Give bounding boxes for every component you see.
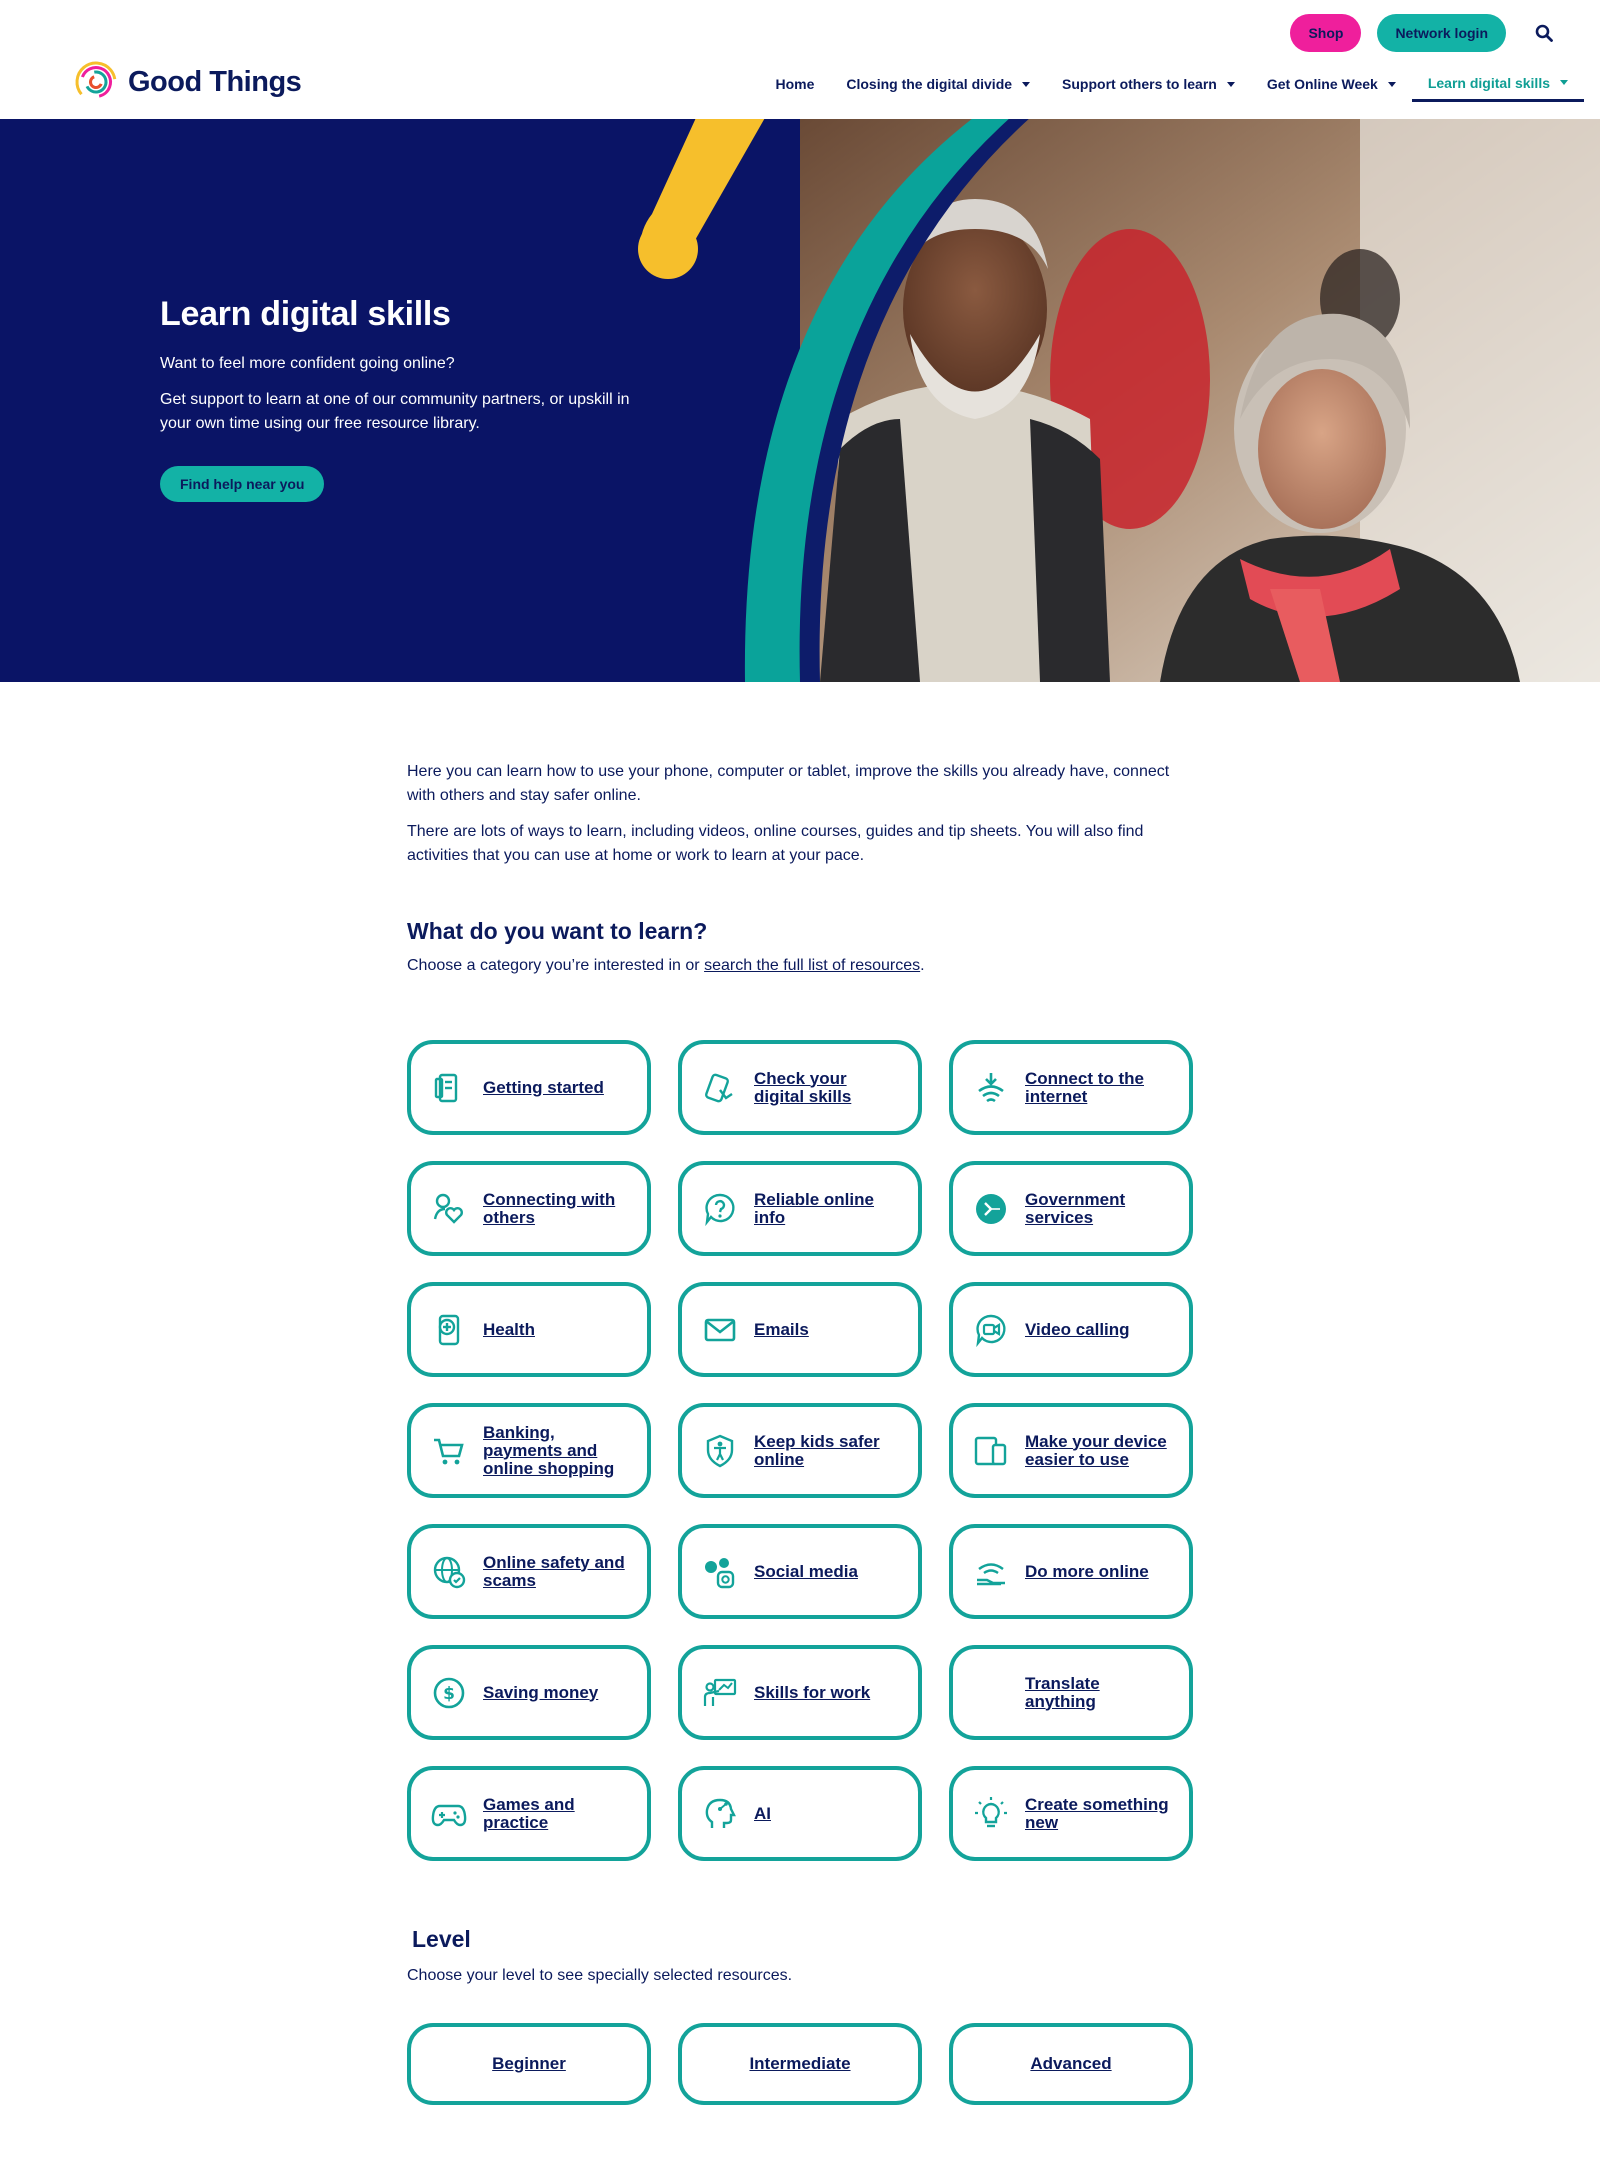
devices-icon xyxy=(973,1433,1009,1469)
gamepad-icon xyxy=(431,1796,467,1832)
nav-label: Home xyxy=(775,76,815,92)
phone-health-icon xyxy=(431,1312,467,1348)
level-beginner-button[interactable] xyxy=(407,2023,651,2105)
category-card-government-services[interactable] xyxy=(949,1161,1193,1256)
ai-head-icon xyxy=(702,1796,738,1832)
utility-bar xyxy=(1290,14,1560,52)
hero-subtitle: Want to feel more confident going online? xyxy=(160,355,455,372)
dollar-coin-icon xyxy=(431,1675,467,1711)
category-grid xyxy=(407,1040,1193,1861)
category-card-connect-to-the-internet[interactable] xyxy=(949,1040,1193,1135)
chevron-down-icon xyxy=(1227,82,1235,87)
shop-button[interactable]: Shop xyxy=(1290,14,1361,52)
nav-label: Get Online Week xyxy=(1266,76,1378,92)
category-card-emails[interactable] xyxy=(678,1282,922,1377)
category-label: Games and practice xyxy=(483,1794,575,1832)
level-options xyxy=(407,2023,1193,2105)
presentation-icon xyxy=(702,1675,738,1711)
social-icons-icon xyxy=(702,1554,738,1590)
category-card-translate-anything[interactable] xyxy=(949,1645,1193,1740)
category-card-health[interactable] xyxy=(407,1282,651,1377)
learn-subtitle-end: . xyxy=(920,957,925,974)
category-card-skills-for-work[interactable] xyxy=(678,1645,922,1740)
intro-section xyxy=(407,760,1193,975)
category-label: AI xyxy=(754,1803,771,1823)
globe-check-icon xyxy=(431,1554,467,1590)
level-label: Advanced xyxy=(1030,2054,1112,2073)
category-card-video-calling[interactable] xyxy=(949,1282,1193,1377)
svg-text:$: $ xyxy=(443,1683,455,1704)
level-heading: Level xyxy=(412,1926,471,1952)
level-subtitle: Choose your level to see specially selected resources. xyxy=(407,1967,793,1984)
logo[interactable] xyxy=(74,60,301,104)
category-card-reliable-online-info[interactable] xyxy=(678,1161,922,1256)
nav-label: Closing the digital divide xyxy=(846,76,1013,92)
category-label: Emails xyxy=(754,1319,809,1339)
category-label: Reliable online info xyxy=(754,1189,874,1227)
video-bubble-icon xyxy=(973,1312,1009,1348)
nav-get-online-week[interactable] xyxy=(1251,66,1412,102)
category-label: Make your device easier to use xyxy=(1025,1431,1167,1469)
category-label: Connecting with others xyxy=(483,1189,616,1227)
category-card-connecting-with-others[interactable] xyxy=(407,1161,651,1256)
hero-description: Get support to learn at one of our community partners, or upskill in your own time using our free resource library. xyxy=(160,391,630,432)
chevron-down-icon xyxy=(1388,82,1396,87)
main-nav xyxy=(759,66,1584,102)
book-icon xyxy=(431,1070,467,1106)
learn-heading: What do you want to learn? xyxy=(407,918,708,944)
nav-learn-digital-skills[interactable] xyxy=(1412,66,1584,102)
network-login-button[interactable]: Network login xyxy=(1377,14,1506,52)
category-label: Getting started xyxy=(483,1077,604,1097)
category-label: Translate anything xyxy=(1025,1673,1100,1711)
category-card-create-something-new[interactable] xyxy=(949,1766,1193,1861)
intro-paragraph-1: Here you can learn how to use your phone, computer or tablet, improve the skills you already have, connect with others and stay safer online. xyxy=(407,763,1170,804)
category-label: Skills for work xyxy=(754,1682,871,1702)
category-card-do-more-online[interactable] xyxy=(949,1524,1193,1619)
question-bubble-icon xyxy=(702,1191,738,1227)
mygov-icon xyxy=(973,1191,1009,1227)
nav-home[interactable] xyxy=(759,66,830,102)
category-label: Video calling xyxy=(1025,1319,1130,1339)
level-label: Beginner xyxy=(492,2054,566,2073)
category-card-getting-started[interactable] xyxy=(407,1040,651,1135)
category-label: Keep kids safer online xyxy=(754,1431,880,1469)
category-card-social-media[interactable] xyxy=(678,1524,922,1619)
intro-paragraph-2: There are lots of ways to learn, including videos, online courses, guides and tip sheets. You will also find activities that you can use at home or work to learn at your pace. xyxy=(407,823,1144,864)
full-list-link[interactable]: search the full list of resources xyxy=(704,957,921,974)
category-label: Do more online xyxy=(1025,1561,1149,1581)
chevron-down-icon xyxy=(1560,80,1568,85)
child-shield-icon xyxy=(702,1433,738,1469)
people-heart-icon xyxy=(431,1191,467,1227)
phone-tap-icon xyxy=(702,1070,738,1106)
category-card-saving-money[interactable] xyxy=(407,1645,651,1740)
category-label: Banking, payments and online shopping xyxy=(483,1422,615,1478)
category-label: Health xyxy=(483,1319,535,1339)
level-section xyxy=(407,1926,1193,1985)
nav-label: Learn digital skills xyxy=(1427,74,1550,91)
category-label: Create something new xyxy=(1025,1794,1169,1832)
category-card-banking-payments-and-online-shopping[interactable] xyxy=(407,1403,651,1498)
learn-subtitle xyxy=(407,957,1193,975)
category-card-online-safety-and-scams[interactable] xyxy=(407,1524,651,1619)
category-card-check-your-digital-skills[interactable] xyxy=(678,1040,922,1135)
brand-name: Good Things xyxy=(128,65,302,98)
hero-banner xyxy=(0,119,1600,682)
nav-support-others-to-learn[interactable] xyxy=(1046,66,1251,102)
category-label: Saving money xyxy=(483,1682,599,1702)
category-card-keep-kids-safer-online[interactable] xyxy=(678,1403,922,1498)
nav-label: Support others to learn xyxy=(1062,76,1217,92)
learn-subtitle-text: Choose a category you’re interested in or xyxy=(407,957,705,974)
good-things-logo-icon xyxy=(74,60,118,104)
search-button[interactable] xyxy=(1528,17,1560,49)
nav-closing-the-digital-divide[interactable] xyxy=(830,66,1046,102)
category-card-make-your-device-easier-to-use[interactable] xyxy=(949,1403,1193,1498)
hero-text xyxy=(160,295,640,502)
category-label: Check your digital skills xyxy=(754,1068,852,1106)
category-card-ai[interactable] xyxy=(678,1766,922,1861)
shopping-cart-icon xyxy=(431,1433,467,1469)
envelope-icon xyxy=(702,1312,738,1348)
category-label: Social media xyxy=(754,1561,858,1581)
wifi-download-icon xyxy=(973,1070,1009,1106)
search-icon xyxy=(1535,24,1553,42)
hero-title: Learn digital skills xyxy=(160,295,451,333)
level-advanced-button[interactable] xyxy=(949,2023,1193,2105)
level-intermediate-button[interactable] xyxy=(678,2023,922,2105)
category-label: Government services xyxy=(1025,1189,1126,1227)
level-label: Intermediate xyxy=(749,2054,851,2073)
hand-wifi-icon xyxy=(973,1554,1009,1590)
category-label: Online safety and scams xyxy=(483,1552,625,1590)
category-card-games-and-practice[interactable] xyxy=(407,1766,651,1861)
find-help-button[interactable]: Find help near you xyxy=(160,466,324,502)
lightbulb-icon xyxy=(973,1796,1009,1832)
chevron-down-icon xyxy=(1022,82,1030,87)
category-label: Connect to the internet xyxy=(1025,1068,1144,1106)
site-header xyxy=(0,0,1600,119)
